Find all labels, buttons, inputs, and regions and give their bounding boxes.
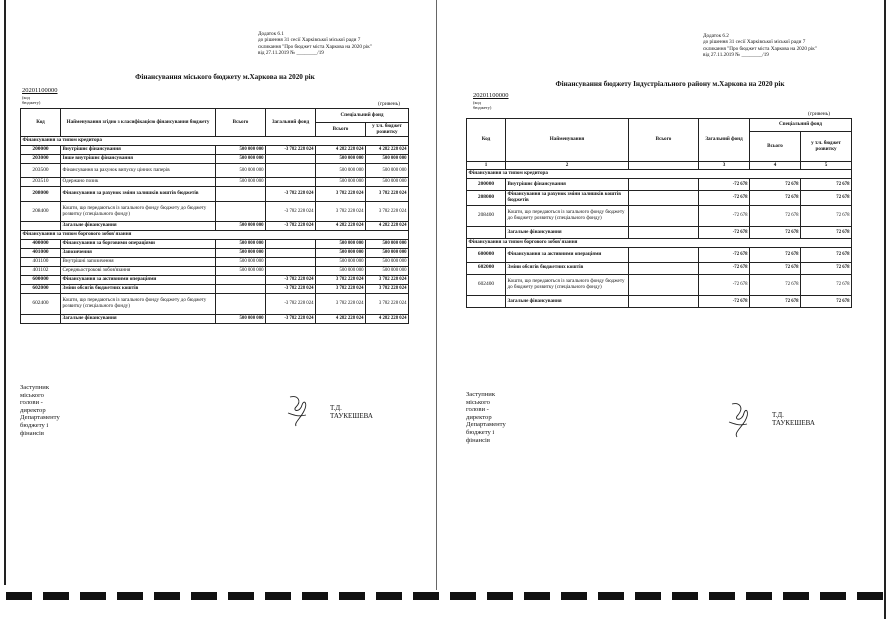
total-cell: 500 000 000 — [216, 258, 266, 267]
general-fund-cell: -72 678 — [699, 179, 750, 191]
scan-bottom-dash-line — [0, 590, 890, 604]
development-budget-cell: 3 782 228 024 — [366, 201, 409, 222]
general-fund-cell: -72 678 — [699, 295, 750, 307]
dash-segment — [820, 592, 846, 600]
code-cell: 401100 — [21, 258, 61, 267]
note-line: Додаток 6.1 — [258, 31, 284, 37]
code-cell: 401102 — [21, 267, 61, 276]
code-cell: 200000 — [21, 146, 61, 155]
total-cell — [216, 294, 266, 315]
right-title: Фінансування бюджету Індустріального району м.Харкова на 2020 рік — [555, 80, 785, 88]
development-budget-cell: 500 000 000 — [366, 164, 409, 178]
general-fund-cell — [266, 258, 316, 267]
special-fund-cell: 72 678 — [750, 205, 801, 226]
table-row — [467, 262, 852, 274]
dash-segment — [524, 592, 550, 600]
table-row — [467, 247, 852, 262]
code-cell: 208400 — [21, 201, 61, 222]
note-line: скликання "Про бюджет міста Харкова на 2020 рік" — [703, 45, 817, 52]
total-cell: 500 000 000 — [216, 267, 266, 276]
total-cell — [216, 285, 266, 294]
right-financing-table — [466, 118, 852, 308]
general-fund-cell — [266, 249, 316, 258]
total-cell — [629, 274, 699, 295]
position-line: директор Департаменту — [20, 406, 60, 422]
general-fund-cell: -72 678 — [699, 226, 750, 238]
left-budget-code-label: (код бюджету) — [22, 95, 41, 105]
right-appendix-note — [703, 33, 868, 59]
code-cell: 208000 — [467, 191, 506, 206]
left-appendix-note — [258, 31, 418, 57]
name-cell: Загальне фінансування — [506, 226, 629, 238]
col-number: 5 — [801, 162, 852, 170]
right-budget-code: 20201100000 — [473, 92, 509, 99]
name-cell: Кошти, що передаються із загального фонду бюджету до бюджету розвитку (спеціального фонду) — [61, 294, 216, 315]
scan-left-edge — [4, 0, 6, 585]
development-budget-cell: 72 678 — [801, 262, 852, 274]
development-budget-cell: 3 782 228 024 — [366, 187, 409, 201]
col-general: Загальний фонд — [266, 109, 316, 137]
special-fund-cell: 500 000 000 — [316, 249, 366, 258]
col-general: Загальний фонд — [699, 119, 750, 162]
col-number: 1 — [467, 162, 506, 170]
dash-segment — [561, 592, 587, 600]
general-fund-cell: -3 782 228 024 — [266, 285, 316, 294]
col-total: Всього — [216, 109, 266, 137]
code-cell: 600000 — [21, 276, 61, 285]
section-title: Фінансування за типом боргового зобов'язання — [467, 238, 852, 247]
development-budget-cell: 4 282 228 024 — [366, 222, 409, 231]
name-cell: Кошти, що передаються із загального фонду бюджету до бюджету розвитку (спеціального фонду) — [506, 205, 629, 226]
dash-segment — [413, 592, 439, 600]
general-fund-cell — [266, 240, 316, 249]
table-row — [21, 222, 409, 231]
dash-segment — [302, 592, 328, 600]
name-cell: Загальне фінансування — [61, 222, 216, 231]
table-row — [21, 294, 409, 315]
total-cell: 500 000 000 — [216, 240, 266, 249]
name-cell: Зміни обсягів бюджетних коштів — [61, 285, 216, 294]
special-fund-cell: 72 678 — [750, 274, 801, 295]
dash-segment — [80, 592, 106, 600]
table-row — [21, 240, 409, 249]
table-row — [21, 267, 409, 276]
position-line: Заступник міського голови - — [20, 384, 50, 407]
dash-segment — [154, 592, 180, 600]
table-row — [467, 191, 852, 206]
code-cell: 208400 — [467, 205, 506, 226]
total-cell — [629, 247, 699, 262]
note-line: Додаток 6.2 — [703, 33, 729, 39]
name-cell: Фінансування за активними операціями — [506, 247, 629, 262]
special-fund-cell: 500 000 000 — [316, 267, 366, 276]
section-header-row — [21, 137, 409, 146]
name-cell: Середньострокові зобов'язання — [61, 267, 216, 276]
general-fund-cell: -72 678 — [699, 205, 750, 226]
table-row — [467, 205, 852, 226]
note-line: від 27.11.2019 № ________/19 — [258, 50, 324, 57]
dash-segment — [339, 592, 365, 600]
development-budget-cell: 500 000 000 — [366, 258, 409, 267]
dash-segment — [6, 592, 32, 600]
development-budget-cell: 3 782 228 024 — [366, 285, 409, 294]
position-line: бюджету і фінансів — [466, 428, 495, 444]
right-budget-code-label: (код бюджету) — [473, 100, 492, 110]
col-name: Найменування згідно з класифікацією фінансування бюджету — [61, 109, 216, 137]
general-fund-cell: -3 782 228 024 — [266, 314, 316, 323]
total-cell — [216, 187, 266, 201]
col-special-total: Всього — [316, 123, 366, 137]
development-budget-cell: 500 000 000 — [366, 240, 409, 249]
total-cell: 500 000 000 — [216, 178, 266, 187]
development-budget-cell: 3 782 228 024 — [366, 276, 409, 285]
total-cell — [629, 262, 699, 274]
total-cell: 500 000 000 — [216, 249, 266, 258]
development-budget-cell: 72 678 — [801, 295, 852, 307]
col-number: 3 — [699, 162, 750, 170]
scan-right-edge — [884, 0, 886, 619]
special-fund-cell: 72 678 — [750, 262, 801, 274]
special-fund-cell: 4 282 228 024 — [316, 222, 366, 231]
total-cell: 500 000 000 — [216, 164, 266, 178]
section-title: Фінансування за типом кредитора — [467, 170, 852, 179]
general-fund-cell: -72 678 — [699, 247, 750, 262]
dash-segment — [487, 592, 513, 600]
code-cell: 203000 — [21, 155, 61, 164]
general-fund-cell — [266, 267, 316, 276]
special-fund-cell: 72 678 — [750, 295, 801, 307]
note-line: скликання "Про бюджет міста Харкова на 2020 рік" — [258, 43, 372, 50]
general-fund-cell: -3 782 228 024 — [266, 187, 316, 201]
code-cell — [467, 226, 506, 238]
total-cell: 500 000 000 — [216, 314, 266, 323]
code-cell: 602400 — [21, 294, 61, 315]
special-fund-cell: 500 000 000 — [316, 258, 366, 267]
total-cell — [216, 201, 266, 222]
special-fund-cell: 4 282 228 024 — [316, 146, 366, 155]
general-fund-cell: -72 678 — [699, 262, 750, 274]
left-title: Фінансування міського бюджету м.Харкова на 2020 рік — [135, 73, 315, 81]
col-special-dev: у т.ч. бюджет розвитку — [366, 123, 409, 137]
col-name: Найменування — [506, 119, 629, 162]
name-cell: Запозичення — [61, 249, 216, 258]
section-header-row — [21, 231, 409, 240]
general-fund-cell: -3 782 228 024 — [266, 222, 316, 231]
dash-segment — [191, 592, 217, 600]
total-cell: 500 000 000 — [216, 222, 266, 231]
code-cell — [467, 295, 506, 307]
table-row — [467, 274, 852, 295]
position-line: директор Департаменту — [466, 413, 506, 429]
name-cell: Внутрішнє фінансування — [506, 179, 629, 191]
code-cell — [21, 314, 61, 323]
special-fund-cell: 72 678 — [750, 179, 801, 191]
total-cell — [629, 295, 699, 307]
development-budget-cell: 72 678 — [801, 274, 852, 295]
table-row — [21, 178, 409, 187]
table-row — [21, 201, 409, 222]
note-line: до рішення 31 сесії Харківської міської ради 7 — [703, 39, 806, 46]
table-row — [467, 226, 852, 238]
dash-segment — [265, 592, 291, 600]
table-row — [21, 276, 409, 285]
code-cell: 208000 — [21, 187, 61, 201]
development-budget-cell: 500 000 000 — [366, 267, 409, 276]
development-budget-cell: 500 000 000 — [366, 178, 409, 187]
total-cell — [629, 205, 699, 226]
special-fund-cell: 4 282 228 024 — [316, 314, 366, 323]
note-line: до рішення 31 сесії Харківської міської ради 7 — [258, 37, 361, 44]
name-cell: Загальне фінансування — [506, 295, 629, 307]
dash-segment — [746, 592, 772, 600]
name-cell: Фінансування за борговими операціями — [61, 240, 216, 249]
development-budget-cell: 4 282 228 024 — [366, 146, 409, 155]
col-number: 4 — [750, 162, 801, 170]
name-cell: Внутрішнє фінансування — [61, 146, 216, 155]
special-fund-cell: 3 782 228 024 — [316, 294, 366, 315]
left-units: (гривень) — [378, 101, 401, 107]
special-fund-cell: 500 000 000 — [316, 240, 366, 249]
name-cell: Фінансування за рахунок випуску цінних паперів — [61, 164, 216, 178]
development-budget-cell: 500 000 000 — [366, 155, 409, 164]
table-row — [21, 187, 409, 201]
general-fund-cell: -72 678 — [699, 274, 750, 295]
code-cell: 602400 — [467, 274, 506, 295]
code-cell: 203500 — [21, 164, 61, 178]
name-cell: Кошти, що передаються із загального фонду бюджету до бюджету розвитку (спеціального фонду) — [506, 274, 629, 295]
special-fund-cell: 500 000 000 — [316, 155, 366, 164]
code-cell: 400000 — [21, 240, 61, 249]
col-number — [629, 162, 699, 170]
table-row — [21, 155, 409, 164]
general-fund-cell: -3 782 228 024 — [266, 276, 316, 285]
section-title: Фінансування за типом боргового зобов'язання — [21, 231, 409, 240]
name-cell: Кошти, що передаються із загального фонду бюджету до бюджету розвитку (спеціального фонду) — [61, 201, 216, 222]
general-fund-cell: -3 782 228 024 — [266, 146, 316, 155]
col-total: Всього — [629, 119, 699, 162]
left-handwritten-signature — [284, 393, 312, 427]
special-fund-cell: 3 782 228 024 — [316, 187, 366, 201]
left-signature-position — [20, 384, 60, 437]
col-code: Код — [467, 119, 506, 162]
table-row — [467, 179, 852, 191]
development-budget-cell: 4 282 228 024 — [366, 314, 409, 323]
col-code: Код — [21, 109, 61, 137]
dash-segment — [376, 592, 402, 600]
general-fund-cell — [266, 155, 316, 164]
right-units: (гривень) — [808, 111, 831, 117]
col-special: Спеціальний фонд — [750, 119, 852, 132]
code-cell: 600000 — [467, 247, 506, 262]
development-budget-cell: 3 782 228 024 — [366, 294, 409, 315]
name-cell: Інше внутрішнє фінансування — [61, 155, 216, 164]
code-cell: 401000 — [21, 249, 61, 258]
table-row — [21, 285, 409, 294]
special-fund-cell: 3 782 228 024 — [316, 285, 366, 294]
table-row — [467, 295, 852, 307]
left-budget-code: 20201100000 — [22, 87, 58, 94]
note-line: від 27.11.2019 № ________/19 — [703, 52, 769, 59]
section-header-row — [467, 238, 852, 247]
code-cell — [21, 222, 61, 231]
table-row — [21, 314, 409, 323]
dash-segment — [635, 592, 661, 600]
left-financing-table — [20, 108, 409, 324]
section-title: Фінансування за типом кредитора — [21, 137, 409, 146]
table-row — [21, 258, 409, 267]
name-cell: Загальне фінансування — [61, 314, 216, 323]
total-cell — [629, 191, 699, 206]
col-number: 2 — [506, 162, 629, 170]
dash-segment — [43, 592, 69, 600]
general-fund-cell — [266, 178, 316, 187]
development-budget-cell: 72 678 — [801, 179, 852, 191]
development-budget-cell: 500 000 000 — [366, 249, 409, 258]
development-budget-cell: 72 678 — [801, 247, 852, 262]
special-fund-cell: 72 678 — [750, 191, 801, 206]
general-fund-cell — [266, 164, 316, 178]
section-header-row — [467, 170, 852, 179]
total-cell — [629, 179, 699, 191]
name-cell: Одержано позик — [61, 178, 216, 187]
name-cell: Фінансування за рахунок зміни залишків коштів бюджетів — [506, 191, 629, 206]
page-divider — [436, 0, 437, 590]
total-cell: 500 000 000 — [216, 155, 266, 164]
col-special-dev: у т.ч. бюджет розвитку — [801, 132, 852, 162]
code-cell: 203510 — [21, 178, 61, 187]
name-cell: Фінансування за рахунок зміни залишків коштів бюджетів — [61, 187, 216, 201]
general-fund-cell: -72 678 — [699, 191, 750, 206]
development-budget-cell: 72 678 — [801, 205, 852, 226]
name-cell: Зміни обсягів бюджетних коштів — [506, 262, 629, 274]
dash-segment — [709, 592, 735, 600]
table-row — [21, 249, 409, 258]
name-cell: Внутрішні запозичення — [61, 258, 216, 267]
special-fund-cell: 500 000 000 — [316, 164, 366, 178]
right-handwritten-signature — [724, 400, 752, 438]
right-signature-position — [466, 391, 506, 444]
special-fund-cell: 500 000 000 — [316, 178, 366, 187]
dash-segment — [672, 592, 698, 600]
dash-segment — [857, 592, 883, 600]
dash-segment — [598, 592, 624, 600]
code-cell: 602000 — [467, 262, 506, 274]
table-row — [21, 164, 409, 178]
position-line: бюджету і фінансів — [20, 421, 49, 437]
total-cell — [216, 276, 266, 285]
special-fund-cell: 3 782 228 024 — [316, 201, 366, 222]
code-cell: 602000 — [21, 285, 61, 294]
dash-segment — [783, 592, 809, 600]
code-cell: 200000 — [467, 179, 506, 191]
name-cell: Фінансування за активними операціями — [61, 276, 216, 285]
right-signer-name: Т.Д. ТАУКЕШЕВА — [772, 411, 815, 427]
special-fund-cell: 72 678 — [750, 226, 801, 238]
general-fund-cell: -3 782 228 024 — [266, 201, 316, 222]
col-special: Спеціальний фонд — [316, 109, 409, 123]
development-budget-cell: 72 678 — [801, 226, 852, 238]
total-cell: 500 000 000 — [216, 146, 266, 155]
position-line: Заступник міського голови - — [466, 391, 496, 414]
col-special-total: Всього — [750, 132, 801, 162]
special-fund-cell: 3 782 228 024 — [316, 276, 366, 285]
dash-segment — [228, 592, 254, 600]
table-row — [21, 146, 409, 155]
dash-segment — [450, 592, 476, 600]
development-budget-cell: 72 678 — [801, 191, 852, 206]
total-cell — [629, 226, 699, 238]
dash-segment — [117, 592, 143, 600]
left-signer-name: Т.Д. ТАУКЕШЕВА — [330, 404, 373, 420]
general-fund-cell: -3 782 228 024 — [266, 294, 316, 315]
special-fund-cell: 72 678 — [750, 247, 801, 262]
